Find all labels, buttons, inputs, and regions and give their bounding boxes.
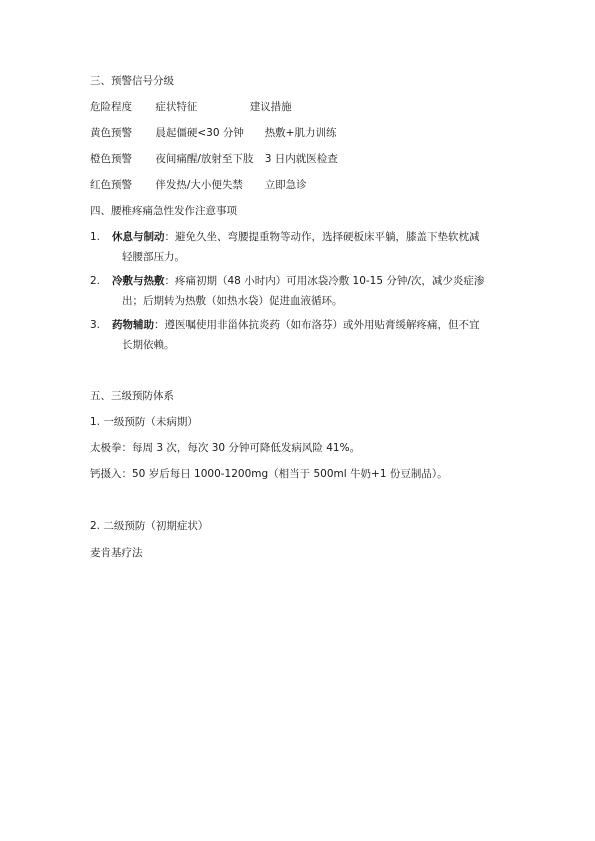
section-heading-acute-attack: 四、腰椎疼痛急性发作注意事项 [90,205,237,217]
list-item-medication [90,315,510,355]
list-item-text: ：遵医嘱使用非甾体抗炎药（如布洛芬）或外用贴膏缓解疼痛，但不宜 [154,319,480,331]
table-row-orange [90,152,338,166]
table-header-danger-level: 危险程度 [90,101,132,113]
table-cell-level: 黄色预警 [90,127,132,139]
table-header-row [90,100,292,114]
list-item-text: ：疼痛初期（48 小时内）可用冰袋冷敷 10-15 分钟/次，减少炎症渗 [164,275,485,287]
table-cell-symptom: 伴发热/大小便失禁 [155,179,243,191]
table-cell-level: 红色预警 [90,179,132,191]
table-header-symptoms: 症状特征 [155,101,198,113]
paragraph-mckenzie: 麦肯基疗法 [90,547,143,559]
list-number: 2. [90,275,101,287]
table-row-red [90,178,307,192]
table-header-measures: 建议措施 [249,101,292,113]
table-cell-measure: 3 日内就医检查 [264,153,338,165]
list-item-rest [90,227,510,267]
list-item-text-continued: 轻腰部压力。 [122,251,185,263]
list-item-text: ：避免久坐、弯腰提重物等动作，选择硬板床平躺，膝盖下垫软枕减 [164,231,480,243]
list-item-text-continued: 长期依赖。 [122,339,175,351]
table-cell-level: 橙色预警 [90,153,132,165]
list-item-title: 冷敷与热敷 [112,275,165,287]
table-row-yellow [90,126,337,140]
section-heading-prevention-system: 五、三级预防体系 [90,390,174,402]
list-item-text-continued: 出；后期转为热敷（如热水袋）促进血液循环。 [122,295,343,307]
subheading-secondary-prevention: 2. 二级预防（初期症状） [90,520,209,532]
list-item-title: 休息与制动 [112,231,165,243]
table-cell-measure: 热敷+肌力训练 [264,127,337,139]
table-cell-symptom: 晨起僵硬<30 分钟 [155,127,244,139]
list-number: 1. [90,231,101,243]
table-cell-symptom: 夜间痛醒/放射至下肢 [155,153,254,165]
paragraph-taiji: 太极拳：每周 3 次，每次 30 分钟可降低发病风险 41%。 [90,442,361,454]
list-item-title: 药物辅助 [112,319,154,331]
list-number: 3. [90,319,101,331]
section-heading-warning-levels: 三、预警信号分级 [90,75,174,87]
table-cell-measure: 立即急诊 [264,179,307,191]
list-item-cold-hot-compress [90,271,510,311]
subheading-primary-prevention: 1. 一级预防（未病期） [90,416,198,428]
paragraph-calcium: 钙摄入：50 岁后每日 1000-1200mg（相当于 500ml 牛奶+1 份豆制品）。 [90,468,448,480]
